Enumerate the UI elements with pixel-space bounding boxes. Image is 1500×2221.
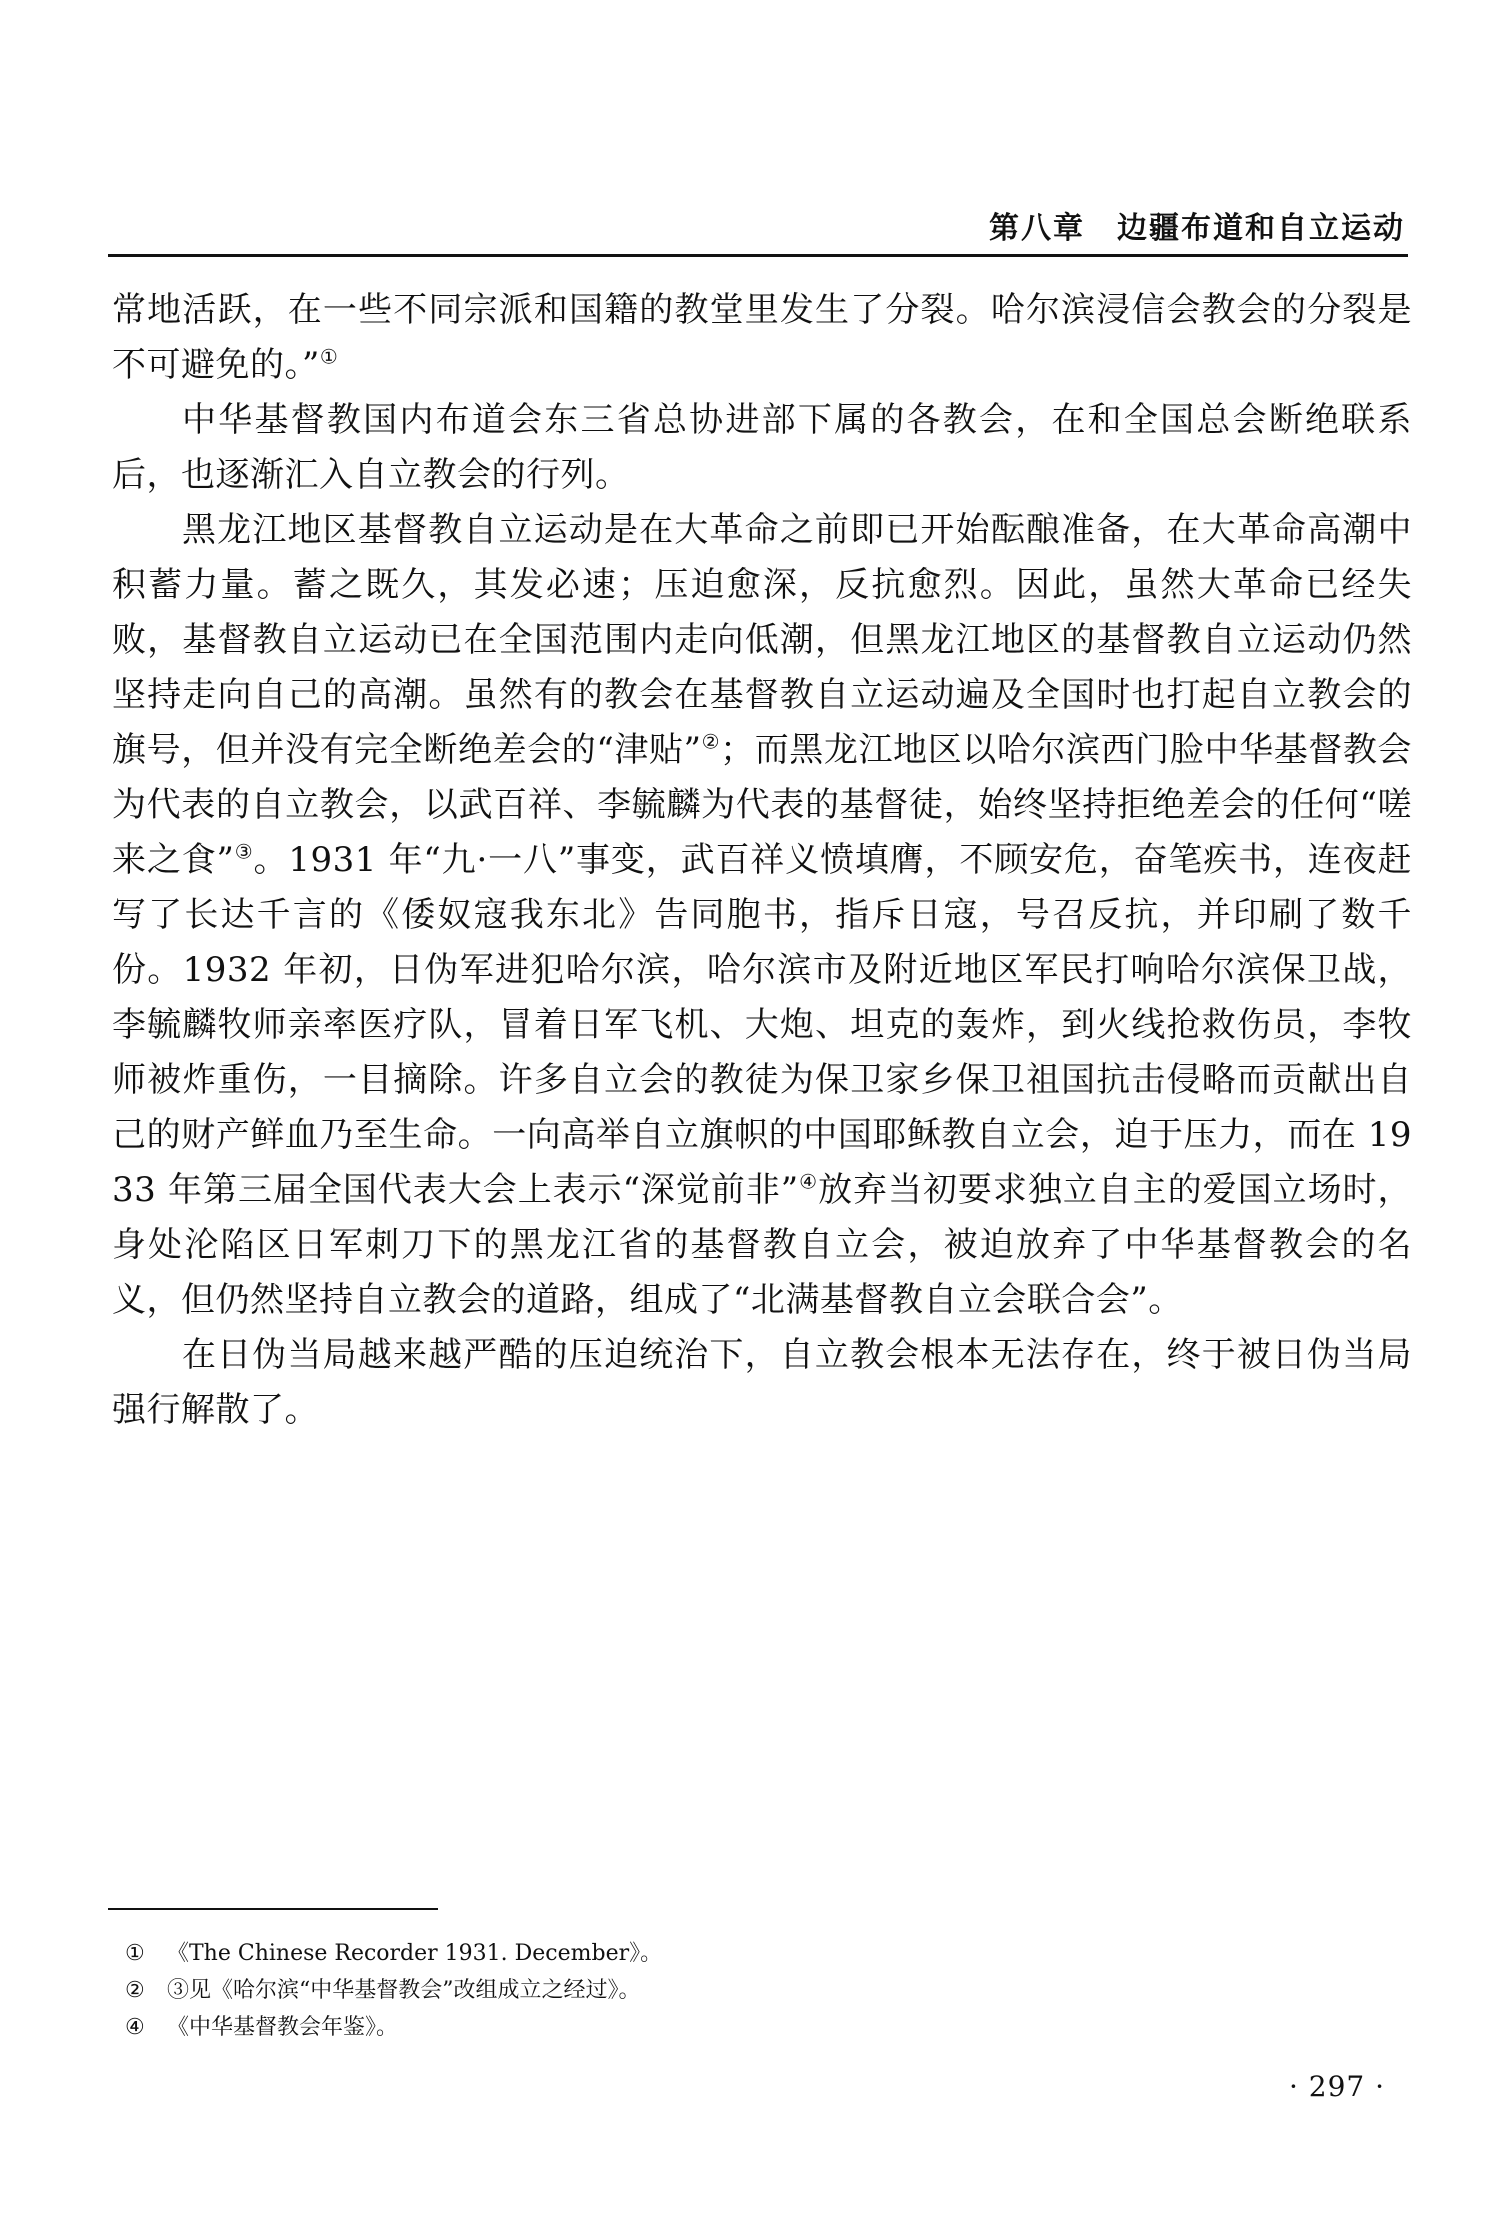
paragraph-3 <box>112 503 1412 1328</box>
text-run: 黑龙江地区基督教自立运动是在大革命之前即已开始酝酿准备，在大革命高潮中积蓄力量。蓄之既久，其发必速；压迫愈深，反抗愈烈。因此，虽然大革命已经失败，基督教自立运动已在全国范围内走向低潮，但黑龙江地区的基督教自立运动仍然坚持走向自己的高潮。虽然有的教会在基督教自立运动遍及全国时也打起自立教会的旗号，但并没有完全断绝差会的“津贴” <box>112 510 1412 770</box>
header-rule <box>108 254 1408 257</box>
footnote-text: 《中华基督教会年鉴》。 <box>167 2015 399 2040</box>
text-run: 中华基督教国内布道会东三省总协进部下属的各教会，在和全国总会断绝联系后，也逐渐汇入自立教会的行列。 <box>112 400 1412 495</box>
footnote-2 <box>125 1972 1325 2009</box>
text-run: 放弃当初要求独立自主的爱国立场时，身处沦陷区日军刺刀下的黑龙江省的基督教自立会，被迫放弃了中华基督教会的名义，但仍然坚持自立教会的道路，组成了“北满基督教自立会联合会”。 <box>112 1170 1413 1320</box>
paragraph-2 <box>112 393 1412 503</box>
footnote-mark: ② <box>125 1978 145 2003</box>
footnote-ref-1: ① <box>319 344 339 369</box>
running-head: 第八章 边疆布道和自立运动 <box>989 211 1405 246</box>
footnote-text: 《The Chinese Recorder 1931. December》。 <box>167 1941 663 1966</box>
footnote-mark: ④ <box>125 2015 145 2040</box>
footnote-text: ③见《哈尔滨“中华基督教会”改组成立之经过》。 <box>167 1978 641 2003</box>
text-run: 在日伪当局越来越严酷的压迫统治下，自立教会根本无法存在，终于被日伪当局强行解散了。 <box>112 1335 1412 1430</box>
footnote-ref-3: ③ <box>234 839 254 864</box>
footnote-ref-2: ② <box>701 729 721 754</box>
paragraph-1 <box>112 283 1412 393</box>
footnote-3 <box>125 2009 1325 2046</box>
footnotes <box>125 1935 1325 2046</box>
paragraph-4 <box>112 1328 1412 1438</box>
body-text <box>112 283 1412 1438</box>
footnote-rule <box>108 1908 438 1910</box>
text-run: 。1931 年“九·一八”事变，武百祥义愤填膺，不顾安危，奋笔疾书，连夜赶写了长达千言的《倭奴寇我东北》告同胞书，指斥日寇，号召反抗，并印刷了数千份。1932 年初，日伪军进犯哈尔滨，哈尔滨市及附近地区军民打响哈尔滨保卫战，李毓麟牧师亲率医疗队，冒着日军飞机、大炮、坦克的轰炸，到火线抢救伤员，李牧师被炸重伤，一目摘除。许多自立会的教徒为保卫家乡保卫祖国抗击侵略而贡献出自己的财产鲜血乃至生命。一向高举自立旗帜的中国耶稣教自立会，迫于压力，而在 1933 年第三届全国代表大会上表示“深觉前非” <box>112 840 1412 1210</box>
footnote-1 <box>125 1935 1325 1972</box>
footnote-mark: ① <box>125 1941 145 1966</box>
text-run: ；而黑龙江地区以哈尔滨西门脸中华基督教会为代表的自立教会，以武百祥、李毓麟为代表的基督徒，始终坚持拒绝差会的任何“嗟来之食” <box>112 730 1413 880</box>
text-run: 常地活跃，在一些不同宗派和国籍的教堂里发生了分裂。哈尔滨浸信会教会的分裂是不可避免的。” <box>112 290 1412 385</box>
page-number: · 297 · <box>1288 2070 1385 2103</box>
footnote-ref-4: ④ <box>798 1169 819 1194</box>
